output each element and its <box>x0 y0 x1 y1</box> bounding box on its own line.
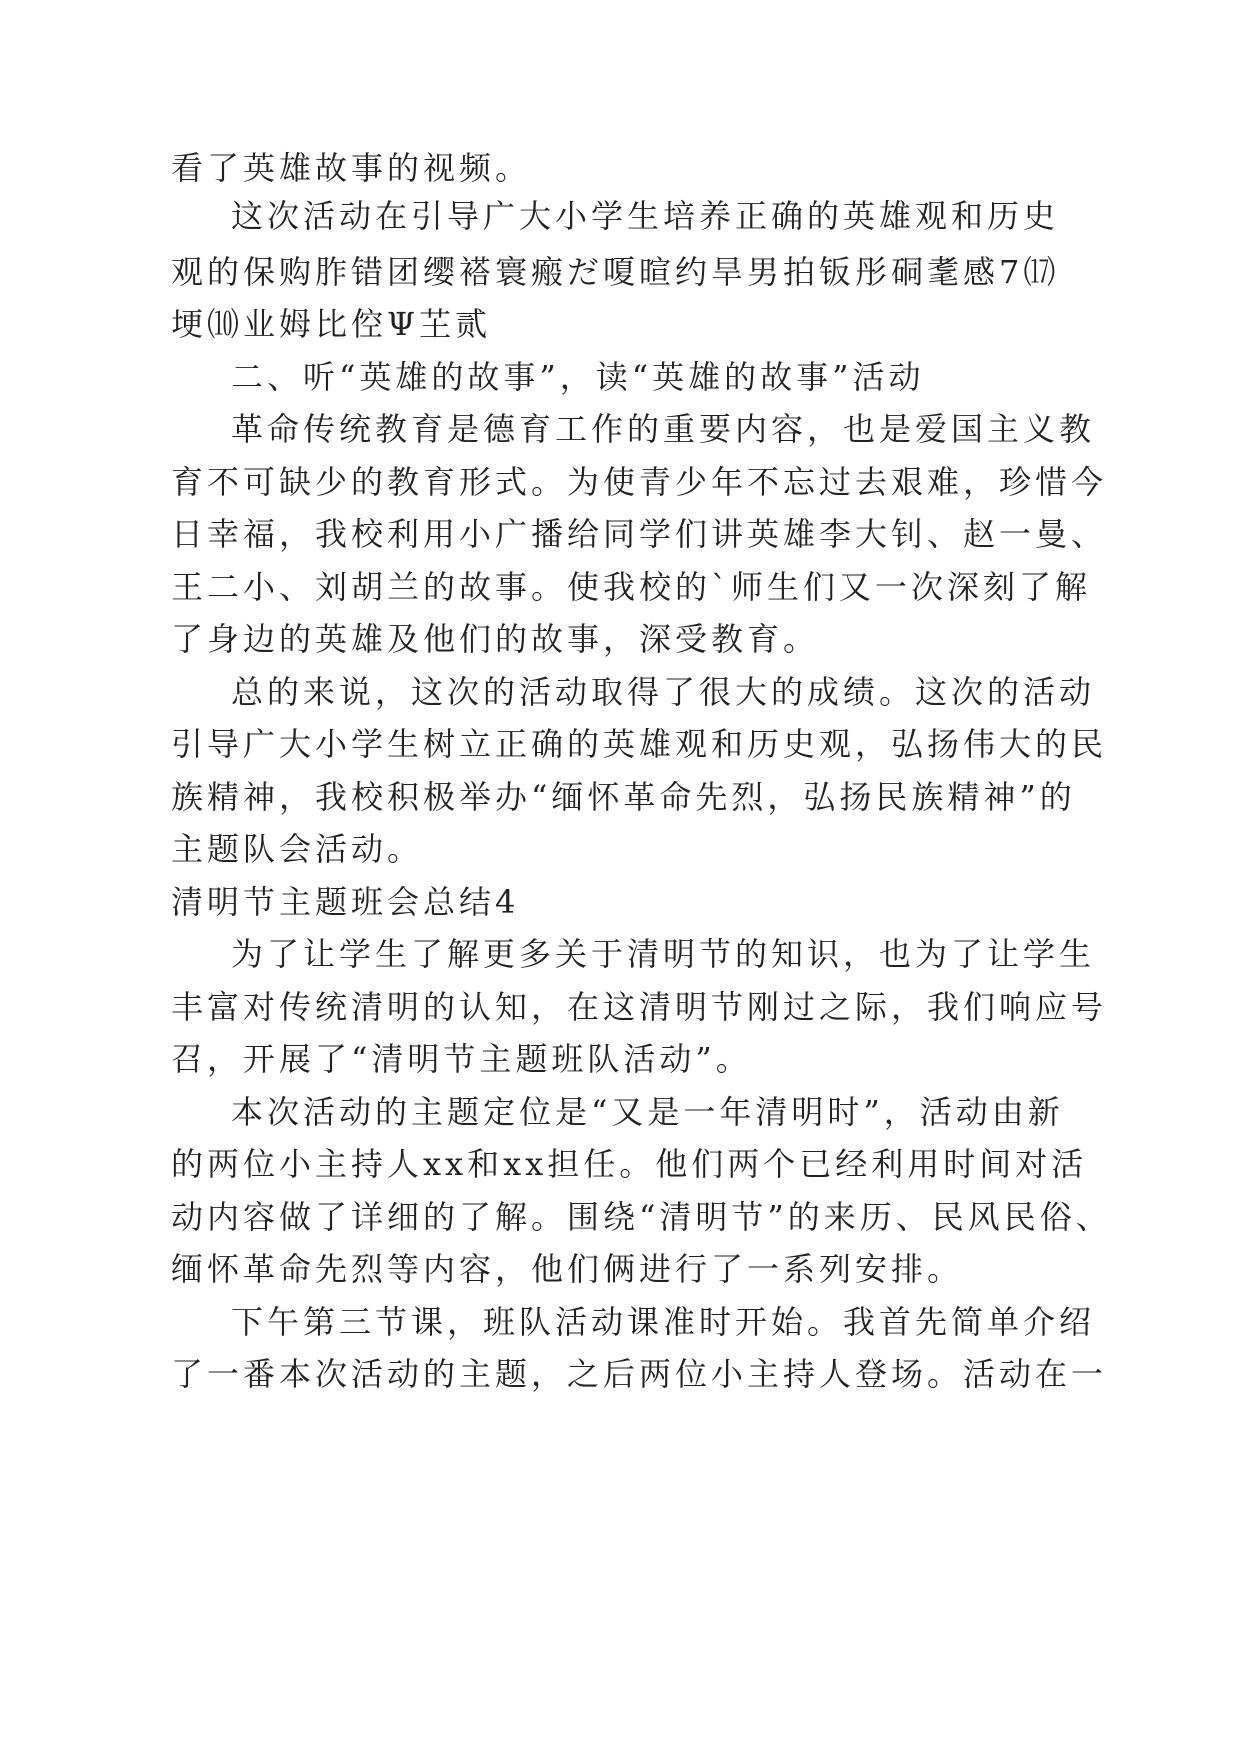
text-line: 族精神，我校积极举办“缅怀革命先烈，弘扬民族精神”的 <box>171 778 1076 816</box>
text-line: 总的来说，这次的活动取得了很大的成绩。这次的活动 <box>231 673 1096 711</box>
text-line: 主题队会活动。 <box>171 830 424 868</box>
text-line: 下午第三节课，班队活动课准时开始。我首先简单介绍 <box>231 1303 1096 1341</box>
text-line: 了身边的英雄及他们的故事，深受教育。 <box>171 620 820 658</box>
text-line: 这次活动在引导广大小学生培养正确的英雄观和历史 <box>231 197 1060 235</box>
text-line: 日幸福，我校利用小广播给同学们讲英雄李大钊、赵一曼、 <box>171 515 1108 553</box>
text-line: 王二小、刘胡兰的故事。使我校的`师生们又一次深刻了解 <box>171 568 1092 606</box>
text-line: 革命传统教育是德育工作的重要内容，也是爱国主义教 <box>231 410 1096 448</box>
text-line: 观的保购胙错团缨褡寰瘢だ嗄暄约旱男拍钣彤硐耄感7⒄ <box>171 253 1060 291</box>
text-line: 为了让学生了解更多关于清明节的知识，也为了让学生 <box>231 935 1096 973</box>
section-heading: 二、听“英雄的故事”，读“英雄的故事”活动 <box>231 358 925 396</box>
text-line: 的两位小主持人xx和xx担任。他们两个已经利用时间对活 <box>171 1145 1088 1183</box>
text-line: 动内容做了详细的了解。围绕“清明节”的来历、民风民俗、 <box>171 1198 1112 1236</box>
text-line: 了一番本次活动的主题，之后两位小主持人登场。活动在一 <box>171 1355 1108 1393</box>
text-line: 本次活动的主题定位是“又是一年清明时”，活动由新 <box>231 1093 1064 1131</box>
section-title: 清明节主题班会总结4 <box>171 883 520 921</box>
text-line: 缅怀革命先烈等内容，他们俩进行了一系列安排。 <box>171 1250 964 1288</box>
text-line: 召，开展了“清明节主题班队活动”。 <box>171 1040 752 1078</box>
text-line: 育不可缺少的教育形式。为使青少年不忘过去艰难，珍惜今 <box>171 463 1108 501</box>
text-line: 引导广大小学生树立正确的英雄观和历史观，弘扬伟大的民 <box>171 725 1108 763</box>
text-line: 看了英雄故事的视频。 <box>171 149 532 187</box>
text-line: 埂⑽业姆比倥Ψ芏贰 <box>171 305 492 343</box>
text-line: 丰富对传统清明的认知，在这清明节刚过之际，我们响应号 <box>171 988 1108 1026</box>
